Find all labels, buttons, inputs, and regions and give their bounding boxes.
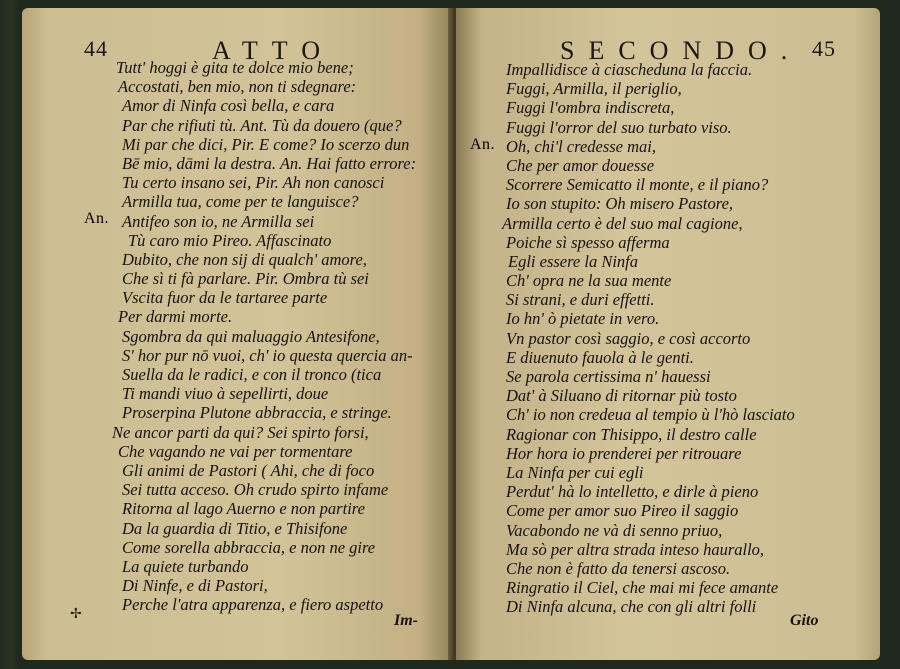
verse-line: Accostati, ben mio, non ti sdegnare: xyxy=(118,77,357,97)
verse-line: La Ninfa per cui egli xyxy=(506,462,644,482)
verse-line: Bē mio, dāmi la destra. An. Hai fatto errore: xyxy=(122,153,417,173)
verse-line: Amor di Ninfa così bella, e cara xyxy=(122,96,335,116)
verse-line: Egli essere la Ninfa xyxy=(508,251,639,271)
verse-line: Ragionar con Thisippo, il destro calle xyxy=(506,424,757,444)
verse-line: Che per amor douesse xyxy=(506,155,655,175)
verse-line: Fuggi, Armilla, il periglio, xyxy=(506,79,682,99)
verse-line: Mi par che dici, Pir. E come? Io scerzo dun xyxy=(122,134,410,154)
catchword-right: Gito xyxy=(790,612,819,629)
speaker-label-left: An. xyxy=(84,210,110,227)
verse-line: S' hor pur nō vuoi, ch' io questa quercia an- xyxy=(122,345,413,365)
verse-line: Proserpina Plutone abbraccia, e stringe. xyxy=(122,403,392,423)
verse-line: Che sì ti fà parlare. Pir. Ombra tù sei xyxy=(122,269,369,289)
verse-line: Perche l'atra apparenza, e fiero aspetto xyxy=(122,595,384,615)
page-number-right: 45 xyxy=(812,36,836,61)
running-head-left: ATTO xyxy=(212,36,334,65)
catchword-left: Im- xyxy=(394,612,418,629)
verse-line: Che vagando ne vai per tormentare xyxy=(118,441,353,461)
verse-line: Da la guardia di Titio, e Thisifone xyxy=(122,518,348,538)
verse-line: Hor hora io prenderei per ritrouare xyxy=(506,443,742,463)
left-page xyxy=(22,8,454,660)
verse-line: Vscita fuor da le tartaree parte xyxy=(122,288,328,308)
verse-line: Oh, chi'l credesse mai, xyxy=(506,136,657,156)
verse-line: Per darmi morte. xyxy=(118,307,233,327)
verse-line: Armilla certo è del suo mal cagione, xyxy=(502,213,743,233)
verse-lines-right xyxy=(502,60,795,617)
verse-line: Vacabondo ne và di senno priuo, xyxy=(506,520,723,540)
verse-line: Tutt' hoggi è gita te dolce mio bene; xyxy=(116,58,354,77)
verse-line: E diuenuto fauola à le genti. xyxy=(506,347,694,367)
verse-line: Io son stupito: Oh misero Pastore, xyxy=(506,194,734,214)
speaker-label-right: An. xyxy=(470,136,496,153)
verse-line: Armilla tua, come per te languisce? xyxy=(122,192,359,212)
verse-line: Ritorna al lago Auerno e non partire xyxy=(122,499,365,519)
verse-line: Sgombra da qui maluaggio Antesifone, xyxy=(122,326,380,346)
verse-line: Tu certo insano sei, Pir. Ah non canosci xyxy=(122,173,385,193)
verse-line: Scorrere Semicatto il monte, e il piano? xyxy=(506,175,769,195)
verse-line: Io hn' ò pietate in vero. xyxy=(506,309,660,329)
verse-line: Ch' opra ne la sua mente xyxy=(506,271,672,291)
verse-line: Poiche sì spesso afferma xyxy=(506,232,670,252)
verse-line: Se parola certissima n' hauessi xyxy=(506,367,711,386)
verse-line: Ne ancor parti da qui? Sei spirto forsi, xyxy=(112,422,369,442)
verse-line: Sei tutta acceso. Oh crudo spirto infame xyxy=(122,480,389,500)
verse-line: Impallidisce à ciascheduna la faccia. xyxy=(506,60,753,79)
verse-line: Ringratio il Ciel, che mai mi fece amante xyxy=(506,578,779,598)
verse-line: Vn pastor così saggio, e così accorto xyxy=(506,328,751,348)
verse-line: Gli animi de Pastori ( Ahi, che di foco xyxy=(122,460,375,480)
verse-line: Dubito, che non sij di qualch' amore, xyxy=(122,249,367,269)
verse-line: Come per amor suo Pireo il saggio xyxy=(506,501,739,521)
verse-line: Ch' io non credeua al tempio ù l'hò lasciato xyxy=(506,405,795,425)
verse-line: Antifeo son io, ne Armilla sei xyxy=(122,211,315,231)
running-head-right: SECONDO. xyxy=(560,36,802,65)
verse-line: Par che rifiuti tù. Ant. Tù da douero (que? xyxy=(122,115,402,135)
verse-line: Di Ninfe, e di Pastori, xyxy=(122,576,268,596)
margin-mark: ✢ xyxy=(70,607,82,622)
verse-line: Che non è fatto da tenersi ascoso. xyxy=(506,558,731,578)
verse-line: Perdut' hà lo intelletto, e dirle à pieno xyxy=(506,482,759,502)
right-page xyxy=(456,8,880,660)
verse-line: Come sorella abbraccia, e non ne gire xyxy=(122,537,376,557)
verse-line: La quiete turbando xyxy=(122,556,249,576)
verse-line: Di Ninfa alcuna, che con gli altri folli xyxy=(506,597,757,617)
verse-line: Dat' à Siluano di ritornar più tosto xyxy=(506,386,737,406)
verse-line: Ma sò per altra strada inteso haurallo, xyxy=(506,539,765,559)
verse-line: Fuggi l'ombra indiscreta, xyxy=(506,98,675,118)
verse-line: Suella da le radici, e con il tronco (tica xyxy=(122,365,382,384)
verse-line: Ti mandi viuo à sepellirti, doue xyxy=(122,384,329,404)
verse-lines-left xyxy=(112,58,417,615)
verse-line: Si strani, e duri effetti. xyxy=(506,290,655,310)
verse-line: Tù caro mio Pireo. Affascinato xyxy=(128,230,332,250)
page-number-left: 44 xyxy=(84,36,108,61)
verse-line: Fuggi l'orror del suo turbato viso. xyxy=(506,117,732,137)
